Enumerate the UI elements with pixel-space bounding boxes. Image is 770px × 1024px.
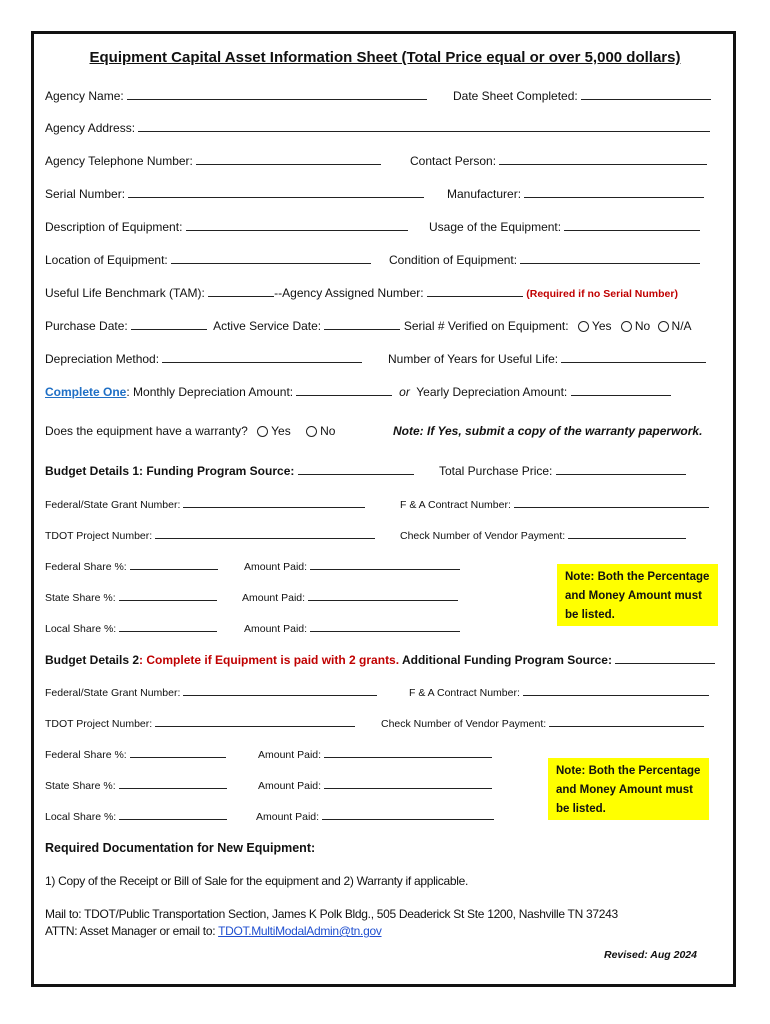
active-service-label: Active Service Date: (213, 319, 322, 333)
useful-life-field[interactable] (208, 285, 274, 297)
budget1-note: Note: Both the Percentage and Money Amount must be listed. (557, 564, 718, 626)
description-field[interactable] (186, 219, 408, 231)
depreciation-method-field[interactable] (162, 351, 362, 363)
yearly-depreciation-field[interactable] (571, 384, 671, 396)
serial-verified-yes-label: Yes (591, 319, 612, 333)
budget1-heading-row (45, 463, 414, 478)
budget2-federal-row (45, 746, 226, 762)
purchase-date-label: Purchase Date: (45, 319, 128, 333)
budget2-red-text: Complete if Equipment is paid with 2 grants. (146, 653, 400, 667)
date-completed-label: Date Sheet Completed: (453, 89, 578, 103)
budget1-federal-field[interactable] (130, 558, 218, 570)
telephone-row (45, 153, 381, 168)
location-row (45, 252, 371, 267)
contact-row (410, 153, 707, 168)
serial-label: Serial Number: (45, 187, 126, 201)
agency-assigned-field[interactable] (427, 285, 523, 297)
docs-attn-row (45, 924, 382, 938)
condition-row (389, 252, 700, 267)
total-price-field[interactable] (556, 463, 686, 475)
telephone-field[interactable] (196, 153, 381, 165)
years-useful-row (388, 351, 706, 366)
budget2-state-amount-row (258, 777, 492, 793)
monthly-depreciation-field[interactable] (296, 384, 392, 396)
budget1-heading: Budget Details 1: Funding Program Source: (45, 464, 295, 478)
yearly-depreciation-label: Yearly Depreciation Amount: (416, 385, 568, 399)
useful-life-row (45, 285, 678, 301)
manufacturer-label: Manufacturer: (447, 187, 522, 201)
budget1-tdot-field[interactable] (155, 527, 375, 539)
budget1-local-amount-label: Amount Paid: (244, 623, 308, 635)
budget1-tdot-label: TDOT Project Number: (45, 530, 153, 542)
budget2-tdot-label: TDOT Project Number: (45, 718, 153, 730)
budget1-state-label: State Share %: (45, 592, 116, 604)
budget2-grant-field[interactable] (183, 684, 377, 696)
serial-field[interactable] (128, 186, 424, 198)
budget1-grant-label: Federal/State Grant Number: (45, 499, 181, 511)
contact-field[interactable] (499, 153, 707, 165)
date-completed-field[interactable] (581, 88, 711, 100)
purchase-row (45, 318, 692, 333)
condition-field[interactable] (520, 252, 700, 264)
budget2-federal-amount-row (258, 746, 492, 762)
budget2-state-amount-field[interactable] (324, 777, 492, 789)
agency-address-row (45, 120, 710, 135)
serial-verified-na-label: N/A (671, 319, 692, 333)
email-link[interactable]: TDOT.MultiModalAdmin@tn.gov (218, 924, 382, 938)
budget1-grant-field[interactable] (183, 496, 365, 508)
warranty-yes-radio[interactable] (257, 426, 268, 437)
contact-label: Contact Person: (410, 154, 497, 168)
budget2-check-label: Check Number of Vendor Payment: (381, 718, 547, 730)
budget2-state-row (45, 777, 227, 793)
budget1-local-amount-field[interactable] (310, 620, 460, 632)
budget1-tdot-row (45, 527, 375, 543)
required-note: (Required if no Serial Number) (526, 288, 678, 300)
budget2-fa-row (409, 684, 709, 700)
description-row (45, 219, 408, 234)
budget2-state-field[interactable] (119, 777, 227, 789)
budget2-tdot-row (45, 715, 355, 731)
active-service-field[interactable] (324, 318, 400, 330)
serial-verified-na-radio[interactable] (658, 321, 669, 332)
complete-one-row (45, 384, 671, 399)
revised-date: Revised: Aug 2024 (604, 949, 697, 961)
budget2-source-field[interactable] (615, 652, 715, 664)
budget1-local-row (45, 620, 217, 636)
usage-row (429, 219, 700, 234)
docs-items: 1) Copy of the Receipt or Bill of Sale for the equipment and 2) Warranty if applicable. (45, 874, 469, 888)
usage-field[interactable] (564, 219, 700, 231)
serial-verified-yes-radio[interactable] (578, 321, 589, 332)
docs-mail-to: Mail to: TDOT/Public Transportation Section, James K Polk Bldg., 505 Deaderick St Ste 1200, Nashville TN 37243 (45, 907, 618, 921)
budget2-check-field[interactable] (549, 715, 704, 727)
useful-life-label: Useful Life Benchmark (TAM): (45, 286, 205, 300)
budget1-federal-amount-field[interactable] (310, 558, 460, 570)
budget1-state-row (45, 589, 217, 605)
budget1-state-amount-field[interactable] (308, 589, 458, 601)
usage-label: Usage of the Equipment: (429, 220, 562, 234)
budget2-additional-label: Additional Funding Program Source: (401, 653, 612, 667)
agency-assigned-label: --Agency Assigned Number: (274, 286, 424, 300)
docs-attn-label: ATTN: Asset Manager or email to: (45, 924, 219, 938)
warranty-row (45, 424, 335, 438)
budget2-local-amount-row (256, 808, 494, 824)
budget2-grant-label: Federal/State Grant Number: (45, 687, 181, 699)
telephone-label: Agency Telephone Number: (45, 154, 193, 168)
budget2-colon: : (139, 653, 147, 667)
budget1-local-label: Local Share %: (45, 623, 117, 635)
budget2-heading: Budget Details 2 (45, 653, 140, 667)
budget2-tdot-field[interactable] (155, 715, 355, 727)
budget1-local-amount-row (244, 620, 460, 636)
depreciation-method-label: Depreciation Method: (45, 352, 160, 366)
budget2-note: Note: Both the Percentage and Money Amount must be listed. (548, 758, 709, 820)
agency-address-label: Agency Address: (45, 121, 136, 135)
budget1-fa-field[interactable] (514, 496, 709, 508)
budget2-local-amount-field[interactable] (322, 808, 494, 820)
budget2-local-field[interactable] (119, 808, 227, 820)
budget2-local-amount-label: Amount Paid: (256, 811, 320, 823)
budget1-local-field[interactable] (119, 620, 217, 632)
budget1-check-label: Check Number of Vendor Payment: (400, 530, 566, 542)
budget1-state-amount-label: Amount Paid: (242, 592, 306, 604)
description-label: Description of Equipment: (45, 220, 183, 234)
form-title: Equipment Capital Asset Information Sheet (Total Price equal or over 5,000 dollars) (89, 49, 681, 66)
monthly-depreciation-label: : Monthly Depreciation Amount: (126, 385, 294, 399)
budget1-grant-row (45, 496, 365, 512)
budget2-fa-field[interactable] (523, 684, 709, 696)
depreciation-row (45, 351, 362, 366)
budget1-fa-label: F & A Contract Number: (400, 499, 511, 511)
serial-verified-label: Serial # Verified on Equipment: (403, 319, 569, 333)
date-completed-row (453, 88, 711, 103)
warranty-note: Note: If Yes, submit a copy of the warranty paperwork. (393, 424, 703, 438)
budget2-state-label: State Share %: (45, 780, 116, 792)
budget2-heading-row (45, 652, 715, 667)
agency-name-row (45, 88, 427, 103)
budget1-state-field[interactable] (119, 589, 217, 601)
years-useful-label: Number of Years for Useful Life: (388, 352, 559, 366)
warranty-no-label: No (320, 424, 336, 438)
serial-verified-no-label: No (634, 319, 651, 333)
agency-name-field[interactable] (127, 88, 427, 100)
budget1-federal-amount-row (244, 558, 460, 574)
budget2-federal-field[interactable] (130, 746, 226, 758)
agency-address-field[interactable] (138, 120, 710, 132)
budget2-grant-row (45, 684, 377, 700)
budget1-check-row (400, 527, 686, 543)
location-field[interactable] (171, 252, 371, 264)
or-label: or (399, 385, 410, 399)
budget1-check-field[interactable] (568, 527, 686, 539)
serial-row (45, 186, 424, 201)
budget1-federal-label: Federal Share %: (45, 561, 127, 573)
purchase-date-field[interactable] (131, 318, 207, 330)
budget2-fa-label: F & A Contract Number: (409, 687, 520, 699)
complete-one-label: Complete One (45, 385, 127, 399)
budget2-local-row (45, 808, 227, 824)
budget1-federal-row (45, 558, 218, 574)
budget2-federal-label: Federal Share %: (45, 749, 127, 761)
budget1-state-amount-row (242, 589, 458, 605)
budget2-state-amount-label: Amount Paid: (258, 780, 322, 792)
years-useful-field[interactable] (561, 351, 706, 363)
manufacturer-field[interactable] (524, 186, 704, 198)
warranty-yes-label: Yes (271, 424, 291, 438)
budget2-local-label: Local Share %: (45, 811, 117, 823)
budget1-federal-amount-label: Amount Paid: (244, 561, 308, 573)
total-price-label: Total Purchase Price: (439, 464, 553, 478)
budget1-source-field[interactable] (298, 463, 414, 475)
budget1-fa-row (400, 496, 709, 512)
budget2-federal-amount-label: Amount Paid: (258, 749, 322, 761)
condition-label: Condition of Equipment: (389, 253, 518, 267)
docs-heading: Required Documentation for New Equipment: (45, 841, 316, 855)
agency-name-label: Agency Name: (45, 89, 124, 103)
warranty-question: Does the equipment have a warranty? (45, 424, 248, 438)
budget2-federal-amount-field[interactable] (324, 746, 492, 758)
total-price-row (439, 463, 686, 478)
location-label: Location of Equipment: (45, 253, 168, 267)
manufacturer-row (447, 186, 704, 201)
serial-verified-no-radio[interactable] (621, 321, 632, 332)
warranty-no-radio[interactable] (306, 426, 317, 437)
budget2-check-row (381, 715, 704, 731)
